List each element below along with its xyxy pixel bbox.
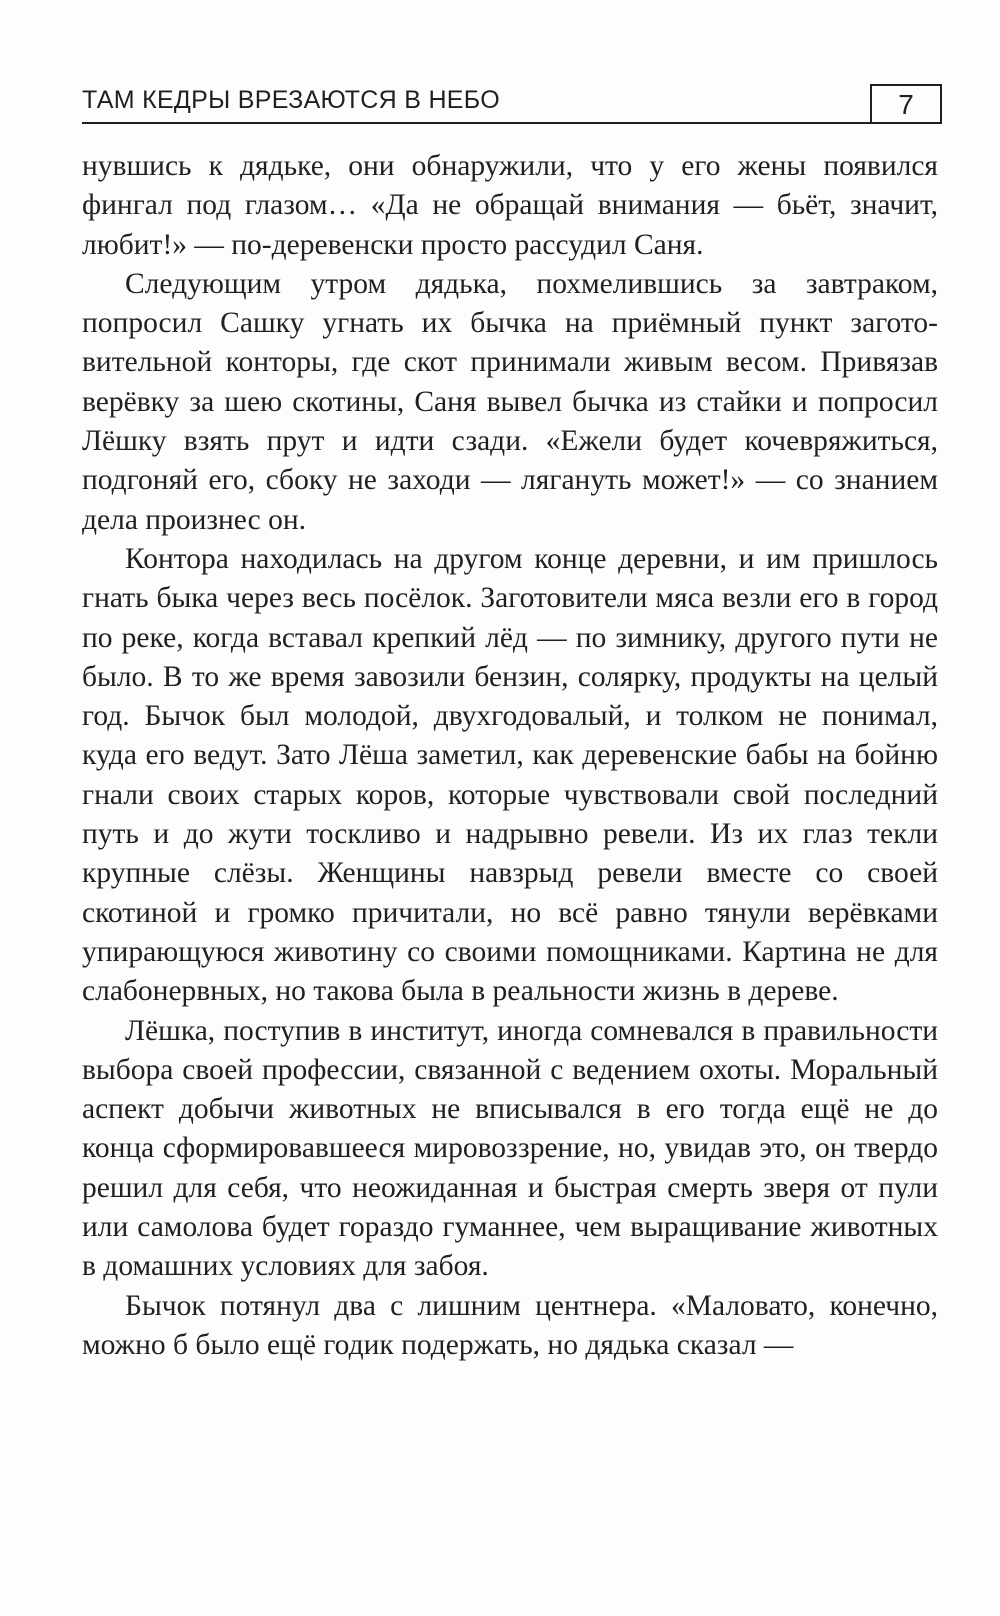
- paragraph-5: Бычок потянул два с лишним центнера. «Маловато, конечно, можно б было ещё годик подержать, но дядька сказал —: [82, 1289, 938, 1361]
- paragraph-3: Контора находилась на другом конце деревни, и им пришлось гнать быка через весь посёлок. Заготовители мяса везли его в город по реке, когда вставал крепкий лёд — по зимнику, другого пути не было. В то же время завозили бензин, солярку, продукты на целый год. Бычок был молодой, двухгодовалый, и толком не понимал, куда его ведут. Зато Лёша заметил, как деревенские бабы на бойню гнали своих старых коров, которые чувствовали свой последний путь и до жути тоскливо и надрывно ревели. Из их глаз текли крупные слёзы. Женщины навзрыд ревели вместе со своей скотиной и громко причитали, но всё равно тянули верёвками упирающуюся животину со своими помощниками. Картина не для слабонервных, но такова была в реальности жизнь в дереве.: [82, 542, 938, 1008]
- page-number: 7: [870, 84, 942, 124]
- paragraph-2: Следующим утром дядька, похмелившись за завтраком, попросил Сашку угнать их бычка на приёмный пункт заготовительной конторы, где скот принимали живым весом. Привязав верёвку за шею скотины, Саня вывел бычка из стайки и попросил Лёшку взять прут и идти сзади. «Ежели будет кочевряжиться, подгоняй его, сбоку не заходи — лягануть может!» — со знанием дела произнес он.: [82, 267, 938, 536]
- running-title: ТАМ КЕДРЫ ВРЕЗАЮТСЯ В НЕБО: [82, 86, 500, 114]
- body-text: [82, 147, 938, 1365]
- running-head: [82, 84, 938, 124]
- paragraph-1: нувшись к дядьке, они обнаружили, что у его жены появился фингал под глазом… «Да не обращай внимания — бьёт, значит, любит!» — по-деревенски просто рассудил Саня.: [82, 150, 938, 261]
- header-rule: [82, 122, 872, 124]
- paragraph-4: Лёшка, поступив в институт, иногда сомневался в правильности выбора своей профессии, связанной с ведением охоты. Моральный аспект добычи животных не вписывался в его тогда ещё не до конца сформировавшееся мировоззрение, но, увидав это, он твердо решил для себя, что неожиданная и быстрая смерть зверя от пули или самолова будет гораздо гуманнее, чем выращивание животных в домашних условиях для забоя.: [82, 1014, 938, 1283]
